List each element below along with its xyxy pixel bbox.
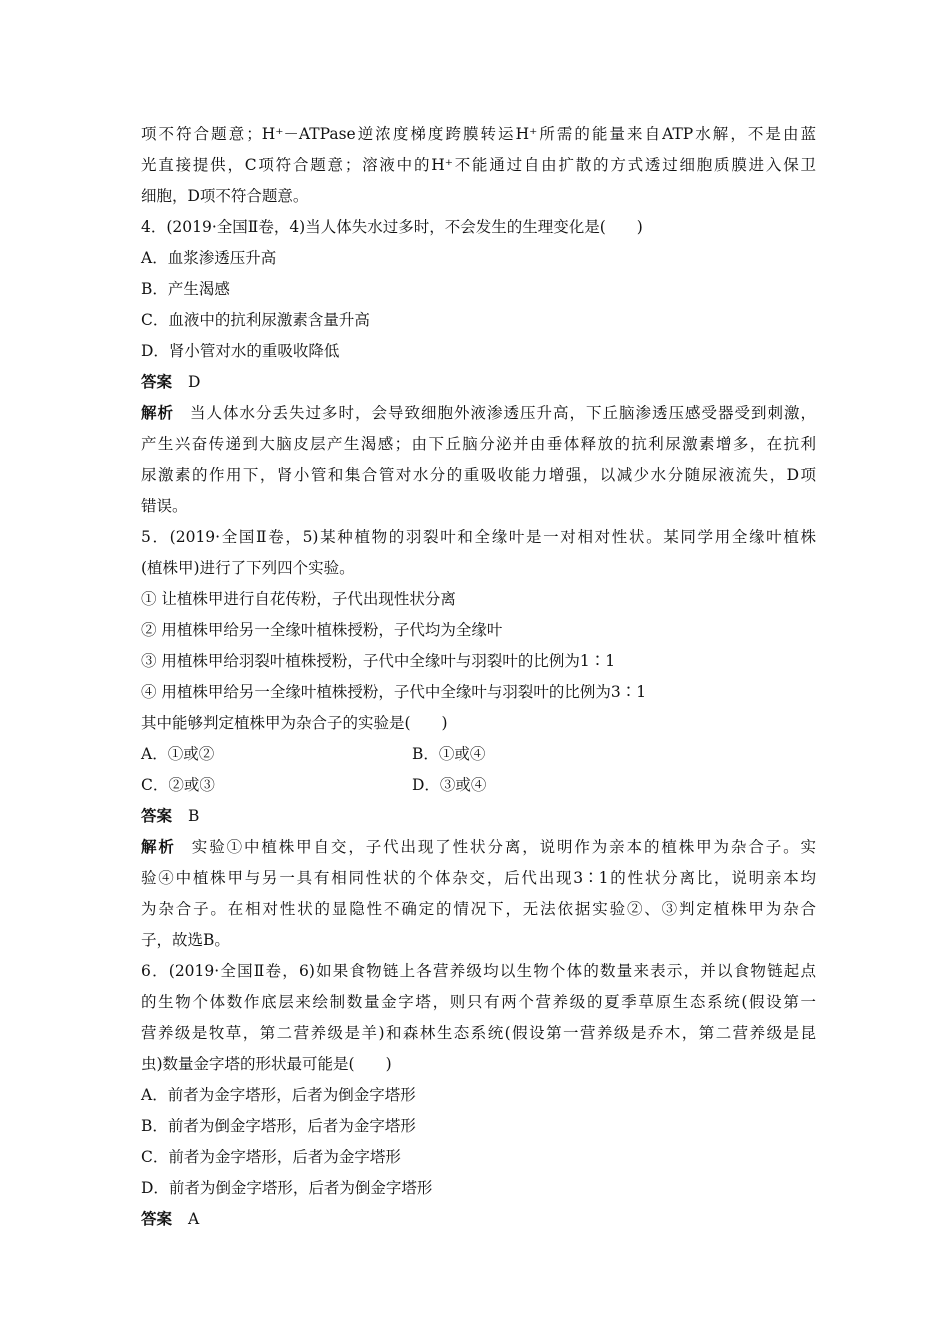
q4-answer [141,372,200,392]
q5-question: 其中能够判定植株甲为杂合子的实验是( ) [141,714,448,732]
q5-experiment-1: ① 让植株甲进行自花传粉，子代出现性状分离 [141,590,456,608]
q5-options-row-1 [141,744,816,764]
analysis-text: 当人体水分丢失过多时，会导致细胞外液渗透压升高，下丘脑渗透压感受器受到刺激， [190,404,816,422]
continuation-line-2: 光直接提供，C项符合题意；溶液中的H⁺不能通过自由扩散的方式透过细胞质膜进入保卫 [141,156,816,174]
q5-option-a: A．①或② [141,745,215,763]
q6-option-b: B．前者为倒金字塔形，后者为金字塔形 [141,1117,416,1135]
q4-option-b: B．产生渴感 [141,280,230,298]
q4-analysis-line-2: 产生兴奋传递到大脑皮层产生渴感；由下丘脑分泌并由垂体释放的抗利尿激素增多，在抗利 [141,435,816,453]
q6-stem-line-3: 营养级是牧草，第二营养级是羊)和森林生态系统(假设第一营养级是乔木，第二营养级是昆 [141,1024,816,1042]
q6-option-a: A．前者为金字塔形，后者为倒金字塔形 [141,1086,416,1104]
q6-stem-line-1: 6．(2019·全国Ⅱ卷，6)如果食物链上各营养级均以生物个体的数量来表示，并以食物链起点 [141,962,816,980]
answer-value: A [188,1210,200,1228]
q5-analysis-line-4: 子，故选B。 [141,931,230,949]
q4-option-a: A．血浆渗透压升高 [141,249,277,267]
q6-stem-line-2: 的生物个体数作底层来绘制数量金字塔，则只有两个营养级的夏季草原生态系统(假设第一 [141,993,816,1011]
q4-option-d: D．肾小管对水的重吸收降低 [141,342,340,360]
q4-analysis-line-1 [141,403,816,423]
q5-option-b: B．①或④ [412,745,486,763]
q4-option-c: C．血液中的抗利尿激素含量升高 [141,311,370,329]
q5-option-d: D．③或④ [412,776,487,794]
q4-analysis-line-3: 尿激素的作用下，肾小管和集合管对水分的重吸收能力增强，以减少水分随尿液流失，D项 [141,466,816,484]
q5-stem-line-1: 5．(2019·全国Ⅱ卷，5)某种植物的羽裂叶和全缘叶是一对相对性状。某同学用全缘叶植株 [141,528,816,546]
continuation-line-3: 细胞，D项不符合题意。 [141,187,309,205]
analysis-text: 实验①中植株甲自交，子代出现了性状分离，说明作为亲本的植株甲为杂合子。实 [191,838,816,856]
q6-answer [141,1209,199,1229]
q5-experiment-3: ③ 用植株甲给羽裂叶植株授粉，子代中全缘叶与羽裂叶的比例为1∶1 [141,652,616,670]
analysis-label: 解析 [141,403,174,422]
q5-stem-line-2: (植株甲)进行了下列四个实验。 [141,559,355,577]
answer-label: 答案 [141,372,173,391]
answer-value: D [188,373,201,391]
q5-option-c: C．②或③ [141,776,215,794]
answer-label: 答案 [141,806,173,825]
q5-answer [141,806,199,826]
analysis-label: 解析 [141,837,176,856]
q6-option-d: D．前者为倒金字塔形，后者为倒金字塔形 [141,1179,433,1197]
q5-analysis-line-3: 为杂合子。在相对性状的显隐性不确定的情况下，无法依据实验②、③判定植株甲为杂合 [141,900,816,918]
answer-label: 答案 [141,1209,173,1228]
q5-experiment-2: ② 用植株甲给另一全缘叶植株授粉，子代均为全缘叶 [141,621,503,639]
q5-analysis-line-2: 验④中植株甲与另一具有相同性状的个体杂交，后代出现3∶1的性状分离比，说明亲本均 [141,869,816,887]
answer-value: B [188,807,200,825]
q5-options-row-2 [141,775,816,795]
q5-analysis-line-1 [141,837,816,857]
q6-option-c: C．前者为金字塔形，后者为金字塔形 [141,1148,401,1166]
continuation-line-1: 项不符合题意；H⁺－ATPase逆浓度梯度跨膜转运H⁺所需的能量来自ATP水解，不是由蓝 [141,125,816,143]
q5-experiment-4: ④ 用植株甲给另一全缘叶植株授粉，子代中全缘叶与羽裂叶的比例为3∶1 [141,683,647,701]
q4-stem: 4．(2019·全国Ⅱ卷，4)当人体失水过多时，不会发生的生理变化是( ) [141,218,643,236]
q6-stem-line-4: 虫)数量金字塔的形状最可能是( ) [141,1055,392,1073]
q4-analysis-line-4: 错误。 [141,497,188,515]
